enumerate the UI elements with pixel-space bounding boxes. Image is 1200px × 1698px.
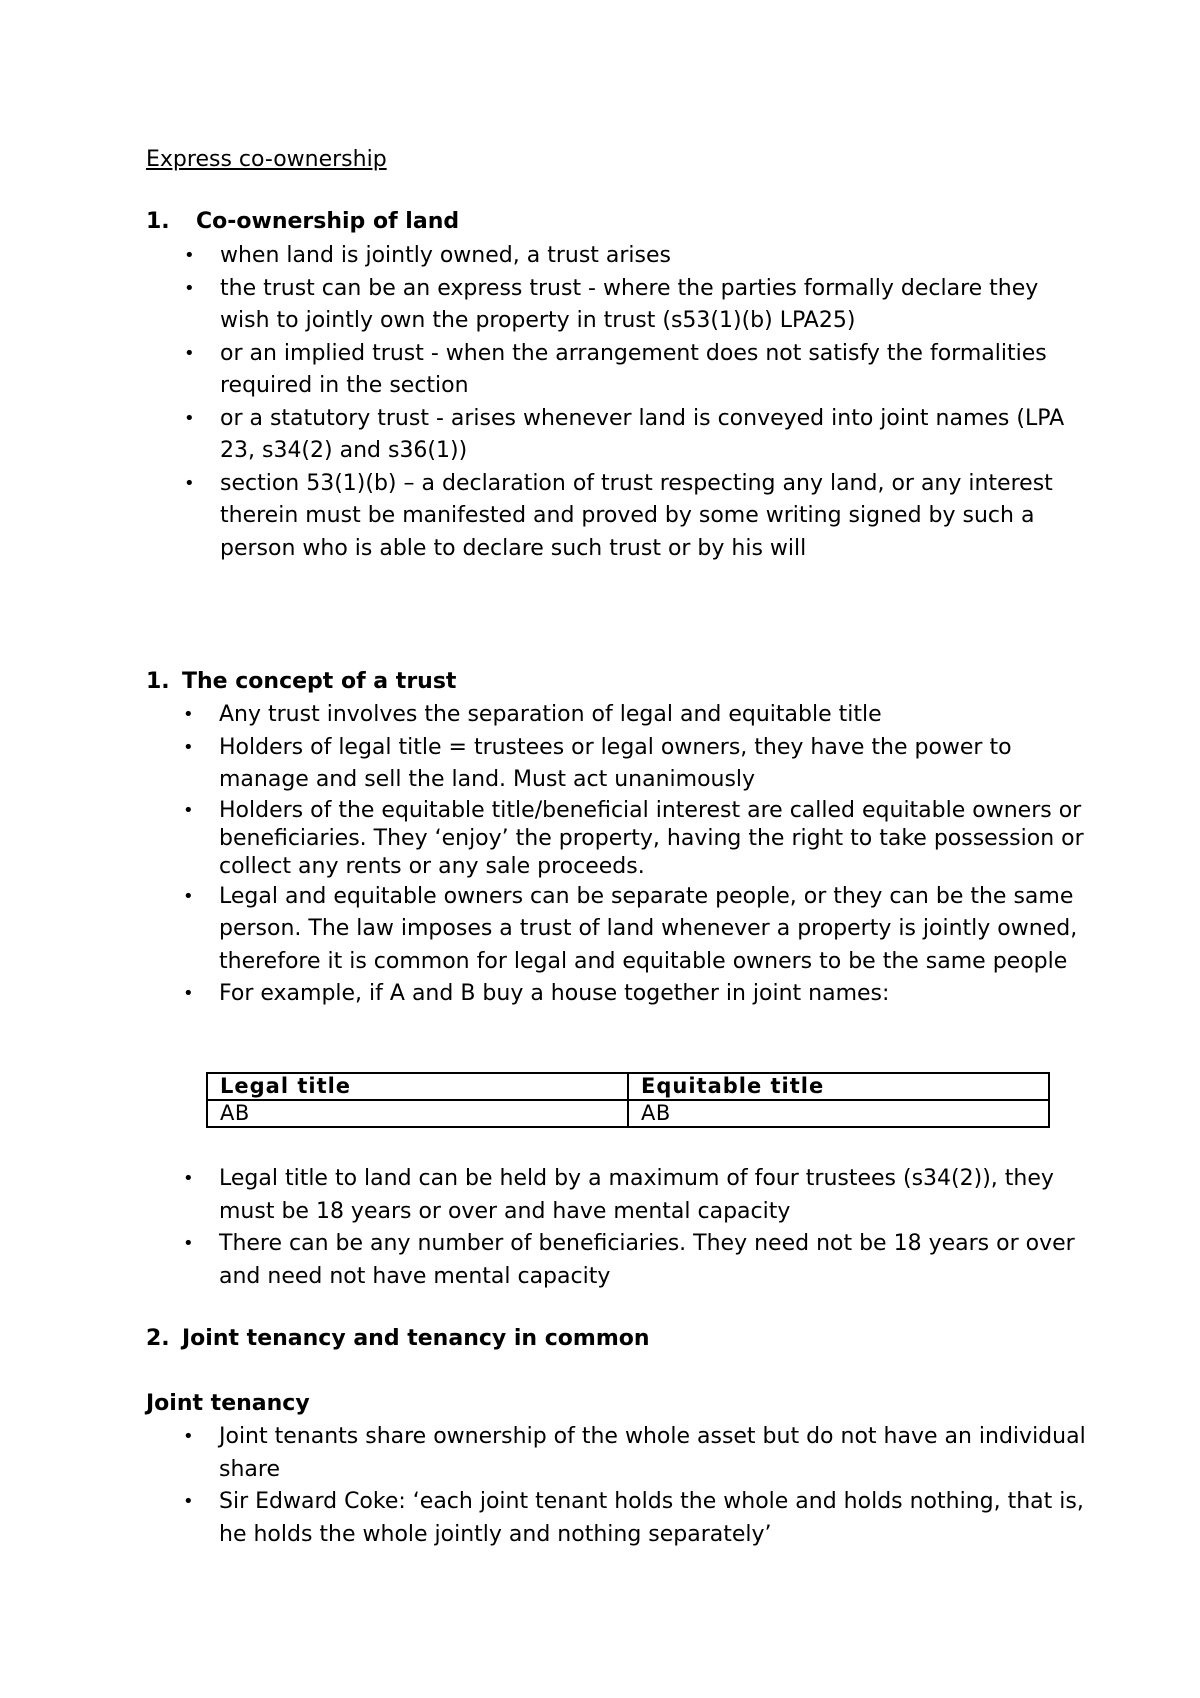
document-title: Express co-ownership (146, 147, 387, 172)
table-header-row (207, 1073, 1049, 1100)
section-heading (146, 667, 456, 697)
section-number: 2. (146, 1326, 170, 1351)
bullet-list (219, 699, 1089, 1011)
list-item: • when land is jointly owned, a trust arises (220, 240, 1080, 273)
section-title: The concept of a trust (182, 669, 457, 694)
subsection-heading: Joint tenancy (146, 1391, 310, 1416)
bullet-list (219, 1421, 1089, 1551)
list-item: • or a statutory trust - arises whenever land is conveyed into joint names (LPA 23, s34(2) and s36(1)) (220, 403, 1080, 468)
title-table (206, 1072, 1050, 1128)
list-item: • the trust can be an express trust - where the parties formally declare they wish to jointly own the property in trust (s53(1)(b) LPA25) (220, 273, 1080, 338)
table-header-cell: Equitable title (628, 1073, 1049, 1100)
list-item: • or an implied trust - when the arrangement does not satisfy the formalities required in the section (220, 338, 1080, 403)
section-number: 1. (146, 669, 170, 694)
table-cell: AB (207, 1100, 628, 1127)
bullet-list (219, 1163, 1089, 1293)
list-item: • Any trust involves the separation of legal and equitable title (219, 699, 1089, 732)
list-item: • Legal title to land can be held by a maximum of four trustees (s34(2)), they must be 18 years or over and have mental capacity (219, 1163, 1089, 1228)
section-title: Co-ownership of land (196, 209, 460, 234)
list-item: • Legal and equitable owners can be separate people, or they can be the same person. The law imposes a trust of land whenever a property is jointly owned, therefore it is common for legal and equitable owners to be the same people (219, 881, 1089, 979)
list-item: • Holders of the equitable title/beneficial interest are called equitable owners or beneficiaries. They ‘enjoy’ the property, having the right to take possession or collect any rents or any sale proceeds. (219, 797, 1089, 881)
list-item: • For example, if A and B buy a house together in joint names: (219, 978, 1089, 1011)
list-item: • There can be any number of beneficiaries. They need not be 18 years or over and need not have mental capacity (219, 1228, 1089, 1293)
table-cell: AB (628, 1100, 1049, 1127)
table-row (207, 1100, 1049, 1127)
section-heading (146, 1324, 650, 1354)
bullet-list (220, 240, 1080, 565)
list-item: • Joint tenants share ownership of the whole asset but do not have an individual share (219, 1421, 1089, 1486)
section-heading (146, 207, 459, 237)
table-header-cell: Legal title (207, 1073, 628, 1100)
section-number: 1. (146, 209, 170, 234)
list-item: • Holders of legal title = trustees or legal owners, they have the power to manage and sell the land. Must act unanimously (219, 732, 1089, 797)
list-item: • section 53(1)(b) – a declaration of trust respecting any land, or any interest therein must be manifested and proved by some writing signed by such a person who is able to declare such trust or by his will (220, 468, 1080, 566)
list-item: • Sir Edward Coke: ‘each joint tenant holds the whole and holds nothing, that is, he holds the whole jointly and nothing separately’ (219, 1486, 1089, 1551)
section-title: Joint tenancy and tenancy in common (182, 1326, 650, 1351)
